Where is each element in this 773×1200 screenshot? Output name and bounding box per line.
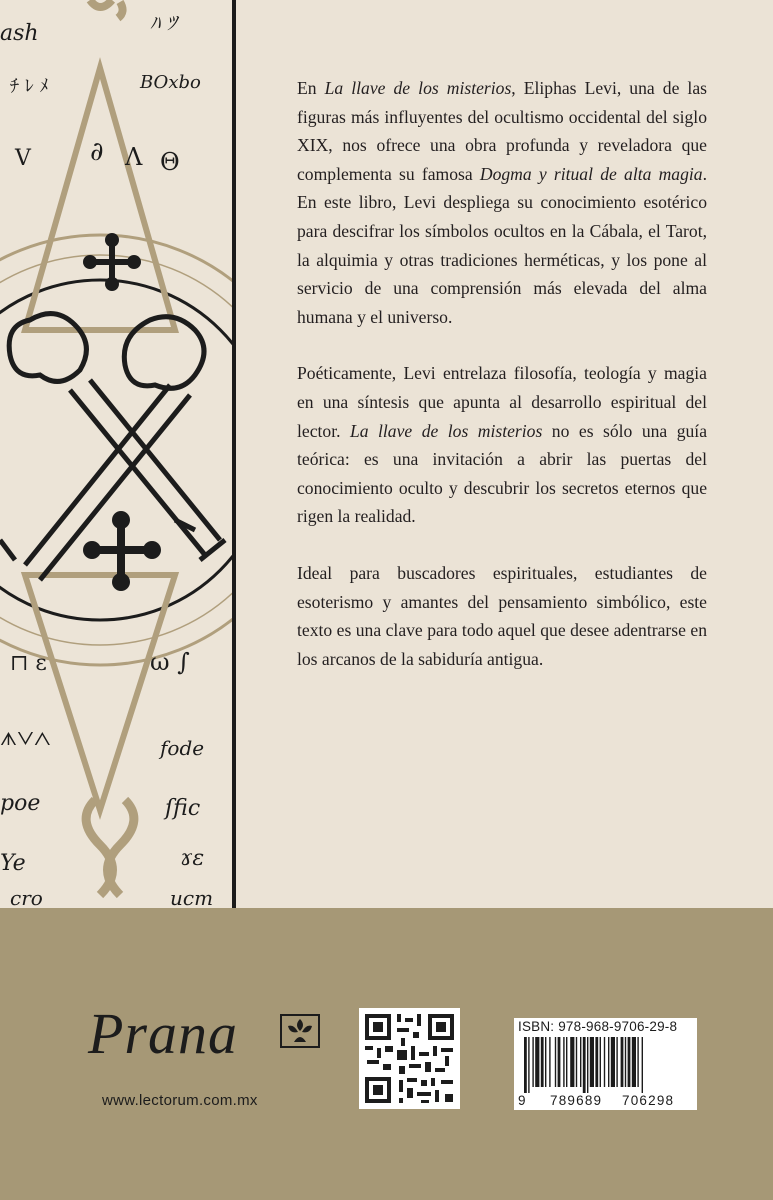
publisher-logo (88, 1000, 338, 1090)
occult-keys-illustration-icon (0, 0, 232, 908)
svg-text:ɤɛ: ɤɛ (180, 846, 205, 871)
spine-divider (232, 0, 236, 908)
svg-text:∂: ∂ (90, 137, 104, 167)
svg-text:V: V (15, 146, 31, 171)
back-cover-blurb (297, 74, 707, 701)
blurb-paragraph-1: En La llave de los misterios, Eliphas Levi, una de las figuras más influyentes del ocultismo occidental del siglo XIX, nos ofrece una obra profunda y reveladora que complementa su famosa Dogma y ritual de alta magia. En este libro, Levi despliega su conocimiento esotérico para descifrar los símbolos ocultos en la Cábala, el Tarot, la alquimia y otras tradiciones herméticas, y los pone al servicio de una comprensión más elevada del alma humana y el universo. (297, 78, 707, 327)
svg-text:ﾁ ﾚ ﾒ: ﾁ ﾚ ﾒ (10, 76, 49, 97)
isbn-digits-group-1: 789689 (550, 1093, 603, 1108)
isbn-digits-group-2: 706298 (622, 1093, 675, 1108)
svg-text:ucm: ucm (170, 886, 214, 908)
svg-text:ſfic: ſfic (165, 796, 201, 821)
qr-code-icon (359, 1008, 460, 1109)
svg-text:Θ: Θ (160, 148, 180, 176)
logo-text: Prana (88, 1001, 238, 1066)
publisher-url[interactable]: www.lectorum.com.mx (102, 1092, 258, 1109)
svg-text:ω ∫: ω ∫ (150, 648, 190, 676)
svg-text:ᗑᐯᐱ: ᗑᐯᐱ (0, 729, 51, 750)
cover-illustration (0, 0, 232, 908)
fleur-ornament-icon (280, 1014, 320, 1048)
blurb-paragraph-2: Poéticamente, Levi entrelaza filosofía, teología y magia en una síntesis que apunta al desarrollo espiritual del lector. La llave de los misterios no es sólo una guía teórica: es una invitación a abrir las puertas del conocimiento oculto y descubrir los secretos eternos que rigen la realidad. (297, 363, 707, 527)
isbn-digit-lead: 9 (518, 1093, 526, 1108)
svg-text:poe: poe (0, 791, 41, 816)
svg-text:fode: fode (160, 736, 205, 760)
isbn-barcode (514, 1018, 697, 1110)
svg-text:ﾊ ﾂ: ﾊ ﾂ (150, 11, 177, 35)
isbn-label: ISBN: 978-968-9706-29-8 (518, 1019, 678, 1034)
svg-text:BOxbo: BOxbo (140, 72, 201, 93)
svg-text:Λ: Λ (125, 143, 143, 171)
blurb-paragraph-3: Ideal para buscadores espirituales, estudiantes de esoterismo y amantes del pensamiento simbólico, este texto es una clave para todo aquel que desee adentrarse en los arcanos de la sabiduría antigua. (297, 562, 707, 669)
svg-text:⊓ ε: ⊓ ε (10, 651, 47, 676)
svg-text:cro: cro (10, 886, 43, 908)
svg-text:ash: ash (0, 21, 39, 46)
barcode-icon (518, 1037, 694, 1093)
svg-text:Ye: Ye (0, 851, 26, 876)
